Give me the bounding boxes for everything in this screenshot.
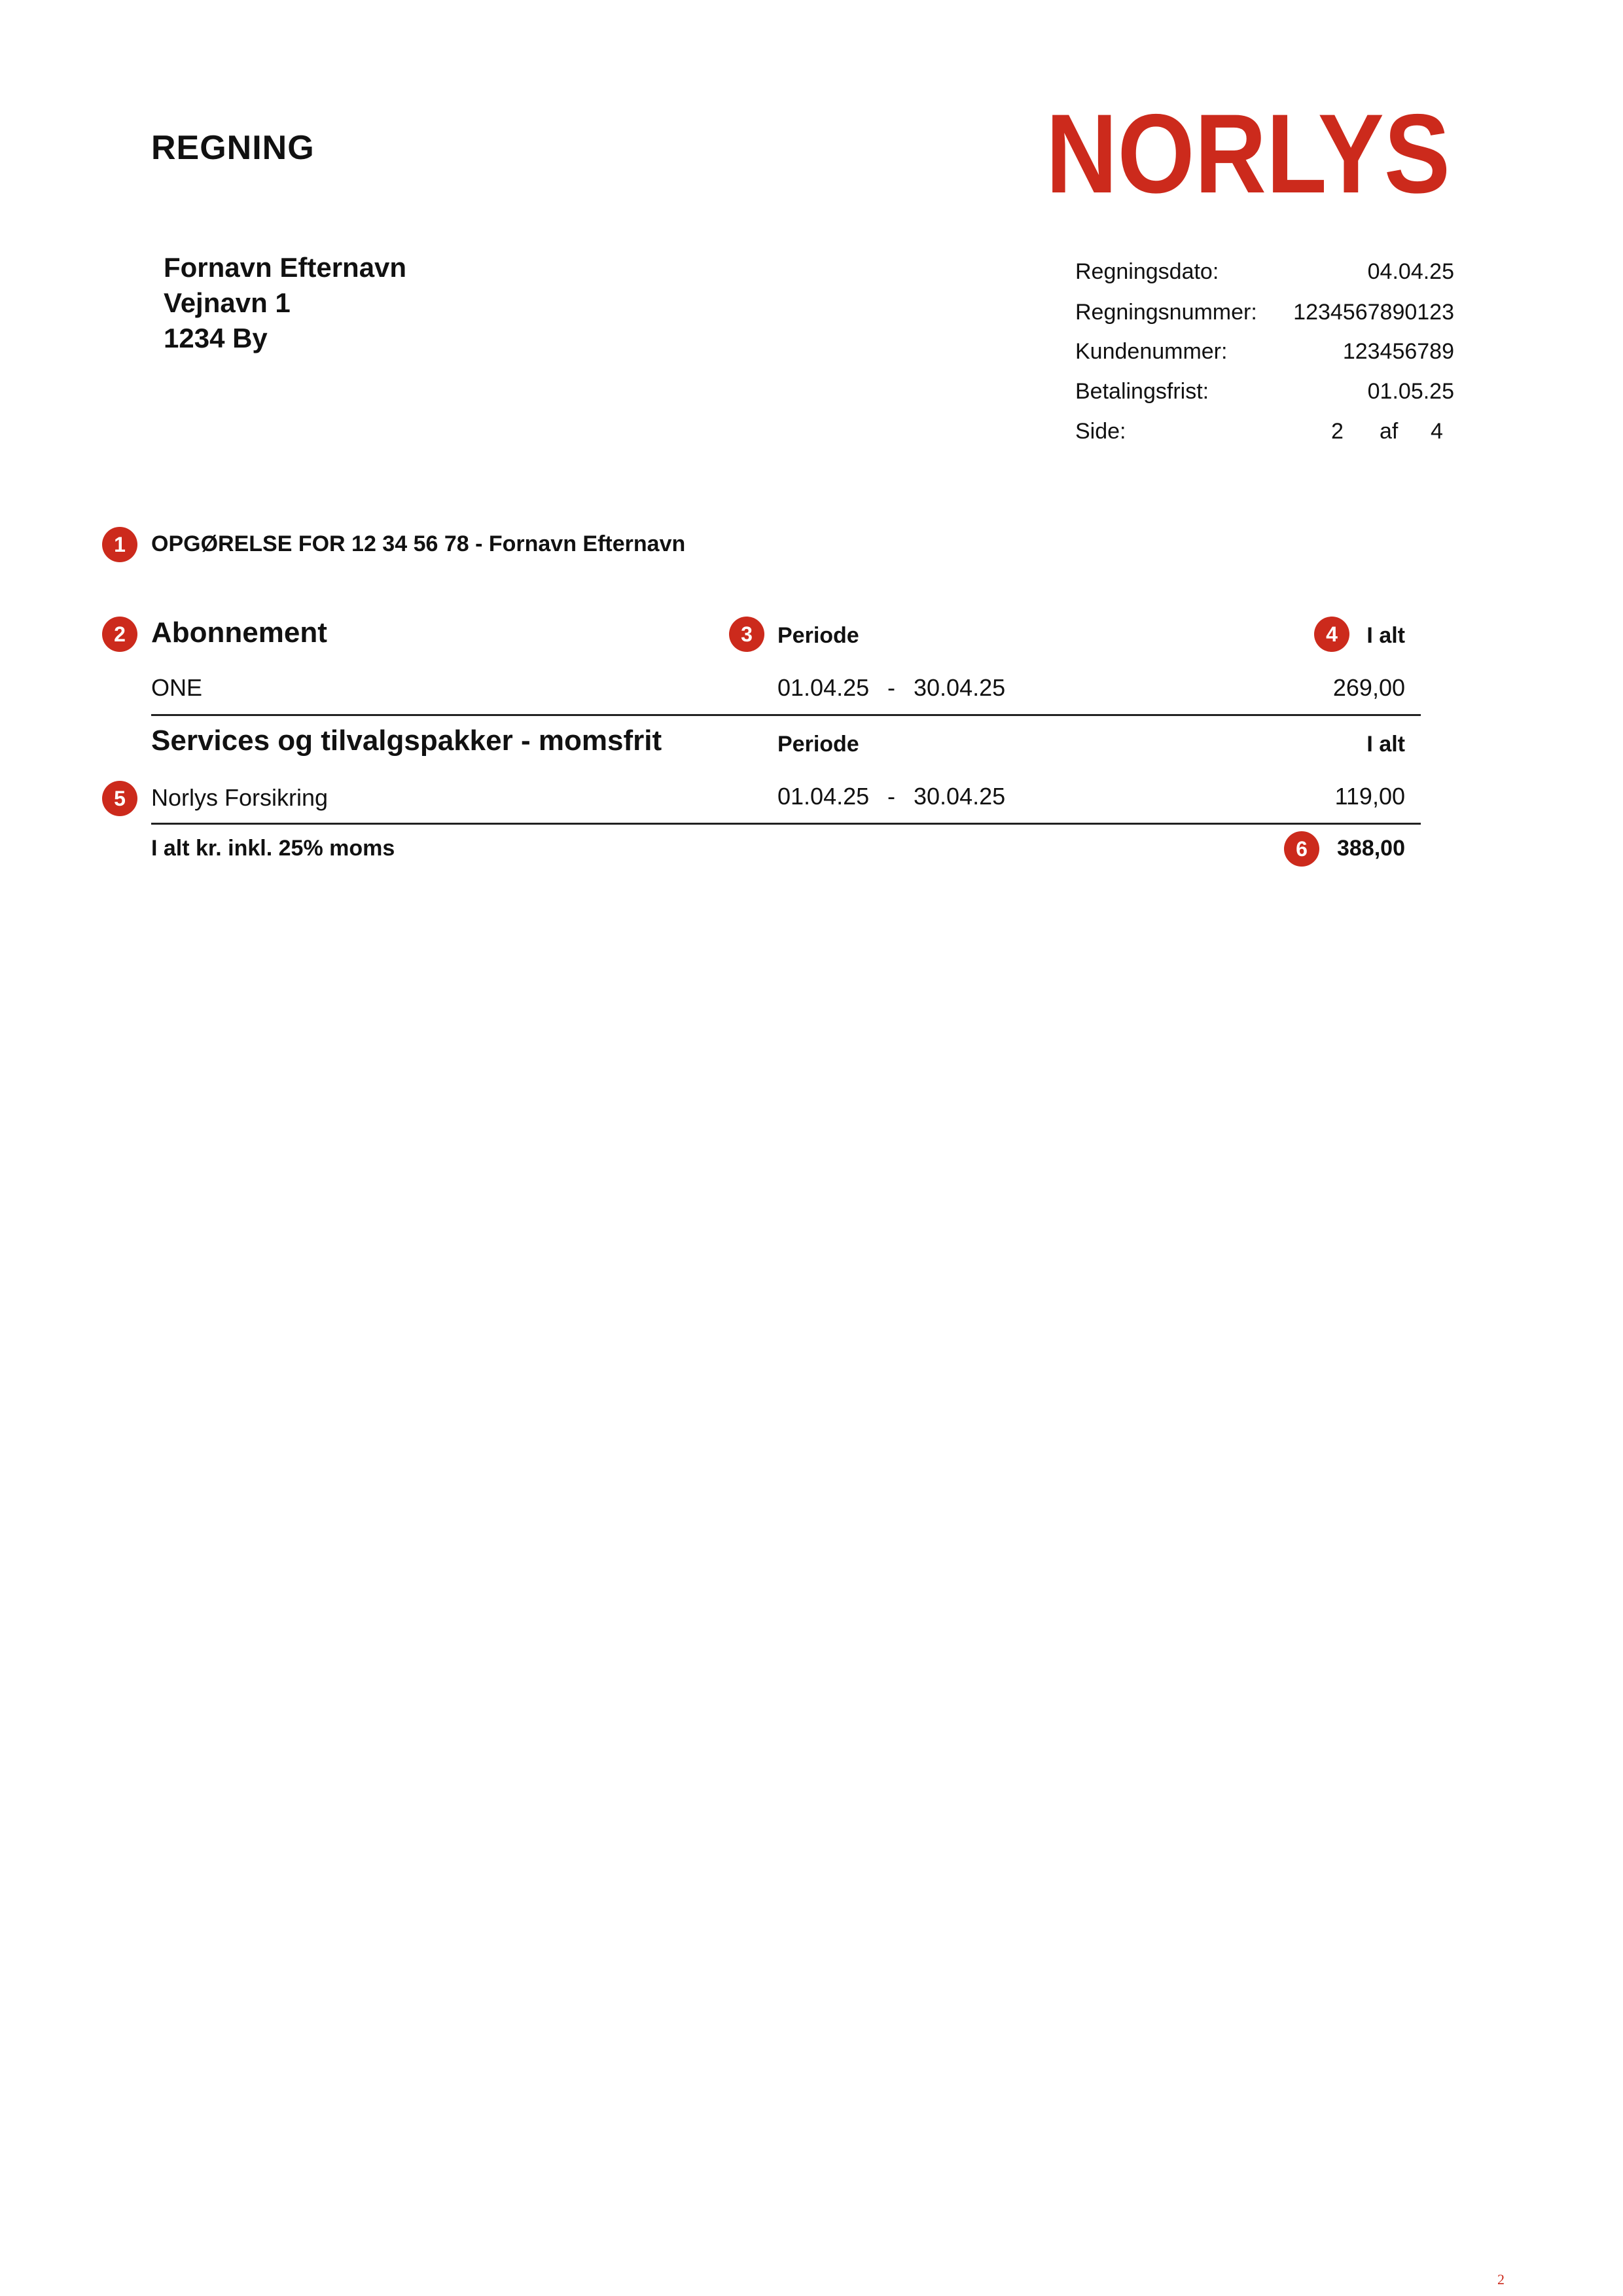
footer-page-number: 2 [1497, 2271, 1505, 2287]
line-item-period-to: 30.04.25 [914, 674, 1006, 701]
page-current: 2 [1331, 419, 1344, 444]
total-amount: 388,00 [1337, 836, 1405, 861]
invoice-number-label: Regningsnummer: [1075, 300, 1257, 325]
line-item-period-to: 30.04.25 [914, 783, 1006, 810]
invoice-date-label: Regningsdato: [1075, 259, 1219, 284]
statement-heading: OPGØRELSE FOR 12 34 56 78 - Fornavn Efternavn [151, 531, 686, 556]
total-header: I alt [1366, 732, 1405, 757]
line-item-amount: 119,00 [1334, 783, 1405, 810]
invoice-number-value: 1234567890123 [1293, 300, 1454, 325]
customer-number-label: Kundenummer: [1075, 339, 1228, 364]
line-item-name: Norlys Forsikring [151, 784, 329, 811]
callout-badge-4: 4 [1314, 617, 1349, 652]
period-header: Periode [777, 732, 859, 757]
invoice-date-value: 04.04.25 [1367, 259, 1454, 284]
divider [151, 823, 1421, 825]
document-title: REGNING [151, 129, 315, 167]
customer-number-value: 123456789 [1342, 339, 1454, 364]
section-title-services: Services og tilvalgspakker - momsfrit [151, 725, 662, 757]
line-item-period-from: 01.04.25 [777, 783, 870, 810]
line-item-amount: 269,00 [1332, 674, 1405, 701]
logo-text: NORLYS [1046, 91, 1450, 217]
callout-badge-5: 5 [102, 781, 137, 816]
due-date-value: 01.05.25 [1367, 379, 1454, 404]
recipient-street: Vejnavn 1 [164, 287, 291, 318]
page-of-label: af [1380, 419, 1399, 444]
period-header: Periode [777, 623, 859, 648]
total-label: I alt kr. inkl. 25% moms [151, 836, 395, 861]
recipient-name: Fornavn Efternavn [164, 252, 407, 283]
recipient-city: 1234 By [164, 323, 268, 353]
callout-badge-1: 1 [102, 527, 137, 562]
callout-badge-2: 2 [102, 617, 137, 652]
line-item-name: ONE [151, 674, 203, 701]
callout-badge-3: 3 [729, 617, 764, 652]
line-item-period-separator: - [887, 783, 895, 810]
page-label: Side: [1075, 419, 1126, 444]
total-header: I alt [1366, 623, 1405, 648]
due-date-label: Betalingsfrist: [1075, 379, 1209, 404]
page-total: 4 [1431, 419, 1443, 444]
divider [151, 714, 1421, 716]
callout-badge-6: 6 [1284, 831, 1319, 867]
line-item-period-from: 01.04.25 [777, 674, 870, 701]
section-title-subscription: Abonnement [151, 617, 327, 649]
norlys-logo [1046, 91, 1452, 217]
line-item-period-separator: - [887, 674, 895, 701]
